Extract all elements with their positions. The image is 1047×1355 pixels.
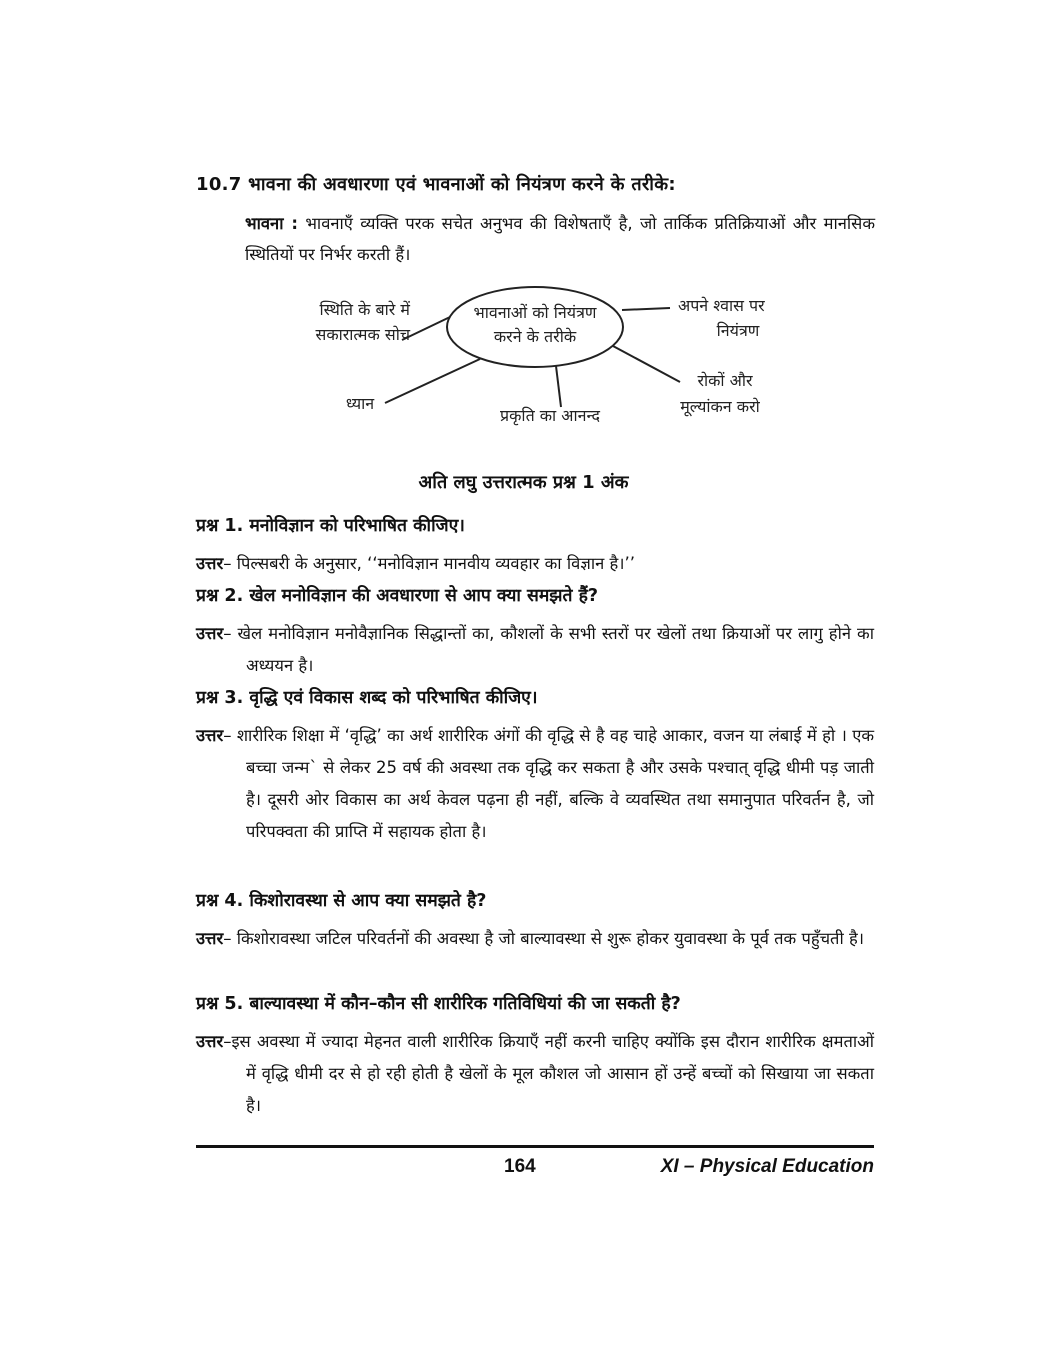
node-bottom: प्रकृति का आनन्द bbox=[500, 406, 600, 425]
node-left-top-line1: स्थिति के बारे में bbox=[319, 300, 410, 319]
question: प्रश्न 1. मनोविज्ञान को परिभाषित कीजिए। bbox=[196, 516, 465, 536]
section-heading: 10.7 भावना की अवधारणा एवं भावनाओं को नियंत्रण करने के तरीके: bbox=[196, 174, 676, 195]
qa-block-4 bbox=[196, 885, 874, 961]
questions-heading: अति लघु उत्तरात्मक प्रश्न 1 अंक bbox=[418, 472, 629, 493]
qa-block-5 bbox=[196, 988, 874, 1128]
answer-text: – खेल मनोविज्ञान मनोवैज्ञानिक सिद्धान्तों का, कौशलों के सभी स्तरों पर खेलों तथा क्रियाओं पर लागु होने का अध्ययन है। bbox=[223, 624, 874, 675]
answer bbox=[196, 720, 874, 848]
node-left-bottom: ध्यान bbox=[345, 394, 375, 413]
diagram-center-line1: भावनाओं को नियंत्रण bbox=[473, 303, 597, 322]
question: प्रश्न 5. बाल्यावस्था में कौन–कौन सी शारीरिक गतिविधियां की जा सकती है? bbox=[196, 994, 681, 1014]
answer-text: – पिल्सबरी के अनुसार, ‘‘मनोविज्ञान मानवीय व्यवहार का विज्ञान है।’’ bbox=[223, 554, 636, 573]
answer-text: – किशोरावस्था जटिल परिवर्तनों की अवस्था है जो बाल्यावस्था से शुरू होकर युवावस्था के पूर्व तक पहुँचती है। bbox=[223, 929, 864, 948]
qa-block-1 bbox=[196, 510, 874, 586]
page-number: 164 bbox=[504, 1156, 536, 1177]
answer bbox=[196, 548, 874, 580]
node-right-top-line1: अपने श्वास पर bbox=[678, 296, 765, 315]
definition-text: भावनाएँ व्यक्ति परक सचेत अनुभव की विशेषताएँ है, जो तार्किक प्रतिक्रियाओं और मानसिक स्थितियों पर निर्भर करती हैं। bbox=[245, 214, 875, 264]
node-right-bottom-line1: रोकों और bbox=[697, 371, 753, 390]
question: प्रश्न 4. किशोरावस्था से आप क्या समझते है? bbox=[196, 891, 487, 911]
qa-block-2 bbox=[196, 580, 874, 688]
answer-label: उत्तर bbox=[196, 726, 224, 745]
definition-paragraph bbox=[245, 208, 875, 270]
definition-term: भावना : bbox=[245, 214, 298, 233]
qa-block-3 bbox=[196, 682, 874, 854]
connector-bottom bbox=[556, 366, 561, 407]
connector-left-bottom bbox=[385, 359, 480, 403]
answer bbox=[196, 923, 874, 955]
footer-divider bbox=[196, 1145, 874, 1148]
connector-right-top bbox=[622, 308, 670, 310]
answer-label: उत्तर bbox=[196, 624, 224, 643]
question: प्रश्न 2. खेल मनोविज्ञान की अवधारणा से आप क्या समझते हैं? bbox=[196, 586, 599, 606]
answer-label: उत्तर bbox=[196, 929, 224, 948]
question: प्रश्न 3. वृद्धि एवं विकास शब्द को परिभाषित कीजिए। bbox=[196, 688, 538, 708]
answer-label: उत्तर bbox=[196, 1032, 224, 1051]
node-right-bottom-line2: मूल्यांकन करो bbox=[680, 397, 760, 416]
connector-right-bottom bbox=[613, 346, 680, 382]
answer-label: उत्तर bbox=[196, 554, 224, 573]
answer bbox=[196, 618, 874, 682]
node-right-top-line2: नियंत्रण bbox=[716, 321, 760, 340]
answer-text: – शारीरिक शिक्षा में ‘वृद्धि’ का अर्थ शारीरिक अंगों की वृद्धि से है वह चाहे आकार, वजन या लंबाई में हो । एक बच्चा जन्म` से लेकर 25 वर्ष की अवस्था तक वृद्धि कर सकता है और उसके पश्चात् वृद्धि धीमी पड़ जाती है। दूसरी ओर विकास का अर्थ केवल पढ़ना ही नहीं, बल्कि वे व्यवस्थित तथा समानुपात परिवर्तन है, जो परिपक्वता की प्राप्ति में सहायक होता है। bbox=[223, 726, 874, 841]
node-left-top-line2: सकारात्मक सोच bbox=[315, 325, 410, 344]
answer-text: –इस अवस्था में ज्यादा मेहनत वाली शारीरिक क्रियाएँ नहीं करनी चाहिए क्योंकि इस दौरान शारीरिक क्षमताओं में वृद्धि धीमी दर से हो रही होती है खेलों के मूल कौशल जो आसान हों उन्हें बच्चों को सिखाया जा सकता है। bbox=[223, 1032, 874, 1115]
diagram-center-line2: करने के तरीके bbox=[493, 327, 577, 346]
answer bbox=[196, 1026, 874, 1122]
emotion-control-diagram bbox=[270, 282, 810, 432]
footer-title: XI – Physical Education bbox=[660, 1156, 874, 1177]
